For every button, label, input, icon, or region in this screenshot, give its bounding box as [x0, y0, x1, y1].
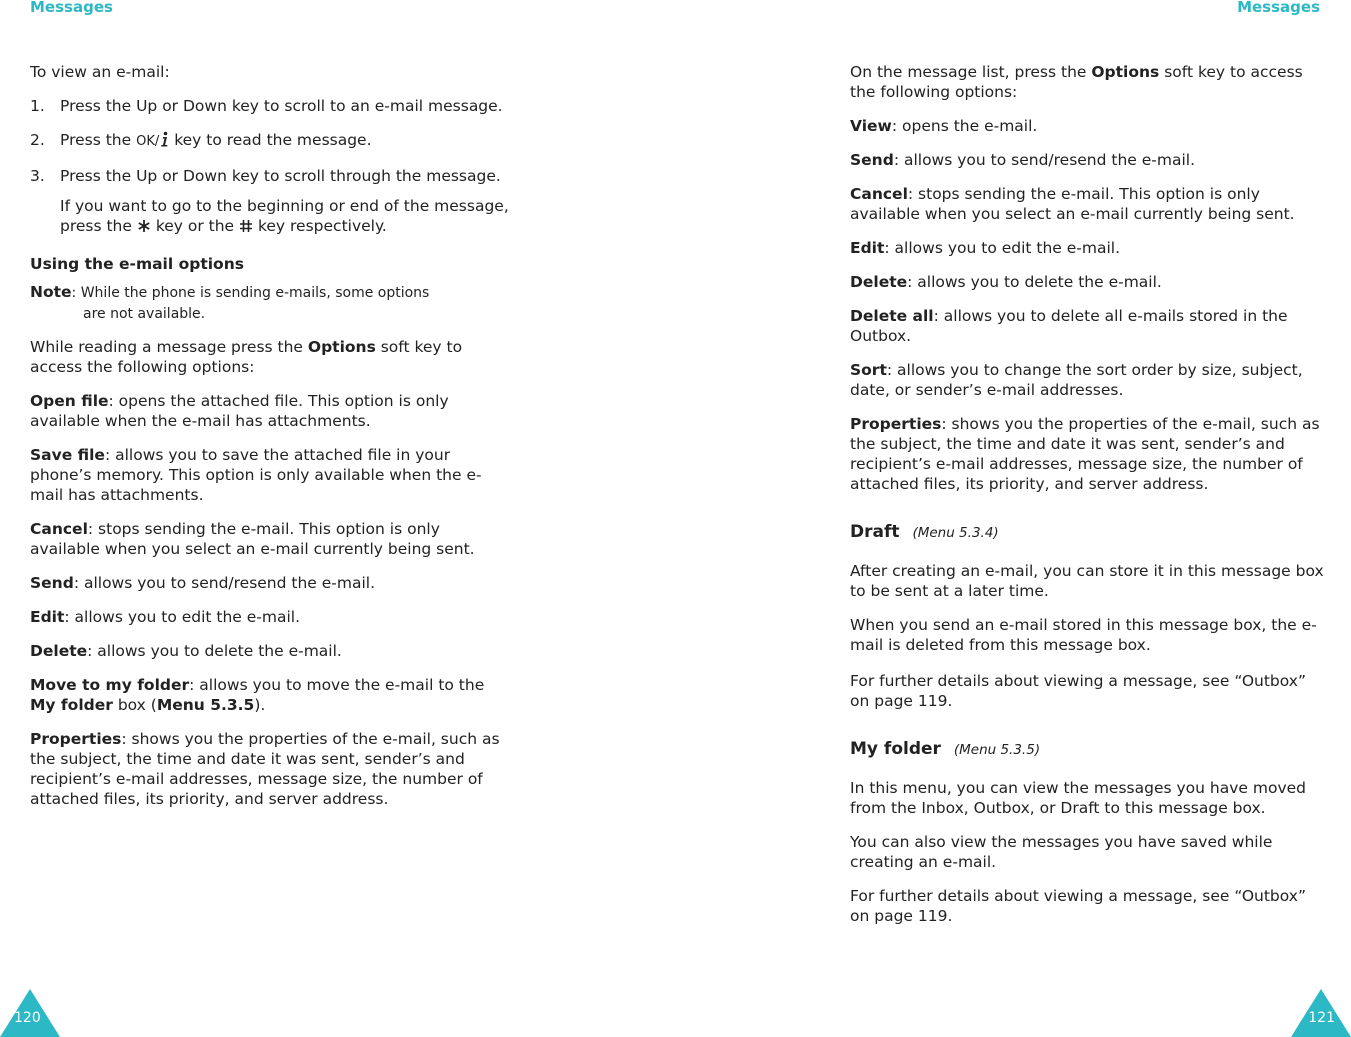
right-page-content	[850, 62, 1330, 940]
option-item: Cancel: stops sending the e-mail. This option is only available when you select an e-mail currently being sent.	[30, 520, 475, 558]
option-item: Delete: allows you to delete the e-mail.	[30, 642, 342, 660]
option-item: Cancel: stops sending the e-mail. This option is only available when you select an e-mail currently being sent.	[850, 185, 1295, 223]
step-item: 3. Press the Up or Down key to scroll through the message.	[30, 167, 501, 185]
myfolder-paragraph: You can also view the messages you have saved while creating an e-mail.	[850, 833, 1273, 871]
options-intro: On the message list, press the Options soft key to access the following options:	[850, 63, 1303, 101]
option-item: Edit: allows you to edit the e-mail.	[850, 239, 1121, 257]
option-item: View: opens the e-mail.	[850, 117, 1038, 135]
options-subheading: Using the e-mail options	[30, 255, 244, 273]
myfolder-paragraph: In this menu, you can view the messages you have moved from the Inbox, Outbox, or Draft to this message box.	[850, 779, 1306, 817]
info-key-icon	[159, 131, 169, 147]
right-running-header: Messages	[1237, 0, 1320, 16]
myfolder-heading: My folder (Menu 5.3.5)	[850, 739, 1041, 759]
options-intro: While reading a message press the Options soft key to access the following options:	[30, 338, 463, 376]
option-item: Properties: shows you the properties of the e-mail, such as the subject, the time and date it was sent, sender’s and recipient’s e-mail addresses, message size, the number of attached files, its priority, and server address.	[850, 415, 1320, 493]
intro-text: To view an e-mail:	[30, 63, 170, 81]
option-item: Edit: allows you to edit the e-mail.	[30, 608, 301, 626]
page-number-right: 121	[1308, 1010, 1335, 1026]
step-item: 1. Press the Up or Down key to scroll to an e-mail message.	[30, 97, 503, 115]
left-running-header: Messages	[30, 0, 113, 16]
steps-list	[30, 96, 510, 186]
option-item: Send: allows you to send/resend the e-mail.	[30, 574, 376, 592]
note: Note: While the phone is sending e-mails, some options are not available.	[30, 283, 430, 322]
draft-paragraph: After creating an e-mail, you can store it in this message box to be sent at a later time.	[850, 562, 1324, 600]
step-item: 2. Press the OK/ key to read the message.	[30, 131, 372, 149]
step3-extra: If you want to go to the beginning or end of the message, press the key or the key respectively.	[60, 197, 509, 235]
left-page-content	[30, 62, 510, 823]
option-item: Open file: opens the attached file. This option is only available when the e-mail has attachments.	[30, 392, 449, 430]
option-item: Delete: allows you to delete the e-mail.	[850, 273, 1162, 291]
option-item: Sort: allows you to change the sort order by size, subject, date, or sender’s e-mail addresses.	[850, 361, 1303, 399]
myfolder-paragraph: For further details about viewing a message, see “Outbox” on page 119.	[850, 887, 1306, 925]
draft-paragraph: For further details about viewing a message, see “Outbox” on page 119.	[850, 672, 1306, 710]
page-number-left: 120	[14, 1010, 41, 1026]
star-key-icon	[137, 219, 151, 233]
ok-key-label: OK/	[136, 134, 160, 149]
draft-paragraph: When you send an e-mail stored in this message box, the e-mail is deleted from this message box.	[850, 616, 1317, 654]
option-item: Save file: allows you to save the attached file in your phone’s memory. This option is only available when the e-mail has attachments.	[30, 446, 482, 504]
draft-heading: Draft (Menu 5.3.4)	[850, 522, 999, 542]
option-item-properties: Properties: shows you the properties of the e-mail, such as the subject, the time and date it was sent, sender’s and recipient’s e-mail addresses, message size, the number of attached files, its priority, and server address.	[30, 730, 500, 808]
option-item: Send: allows you to send/resend the e-mail.	[850, 151, 1196, 169]
option-item-move: Move to my folder: allows you to move the e-mail to the My folder box (Menu 5.3.5).	[30, 676, 485, 714]
hash-key-icon	[239, 219, 253, 233]
option-item: Delete all: allows you to delete all e-mails stored in the Outbox.	[850, 307, 1288, 345]
